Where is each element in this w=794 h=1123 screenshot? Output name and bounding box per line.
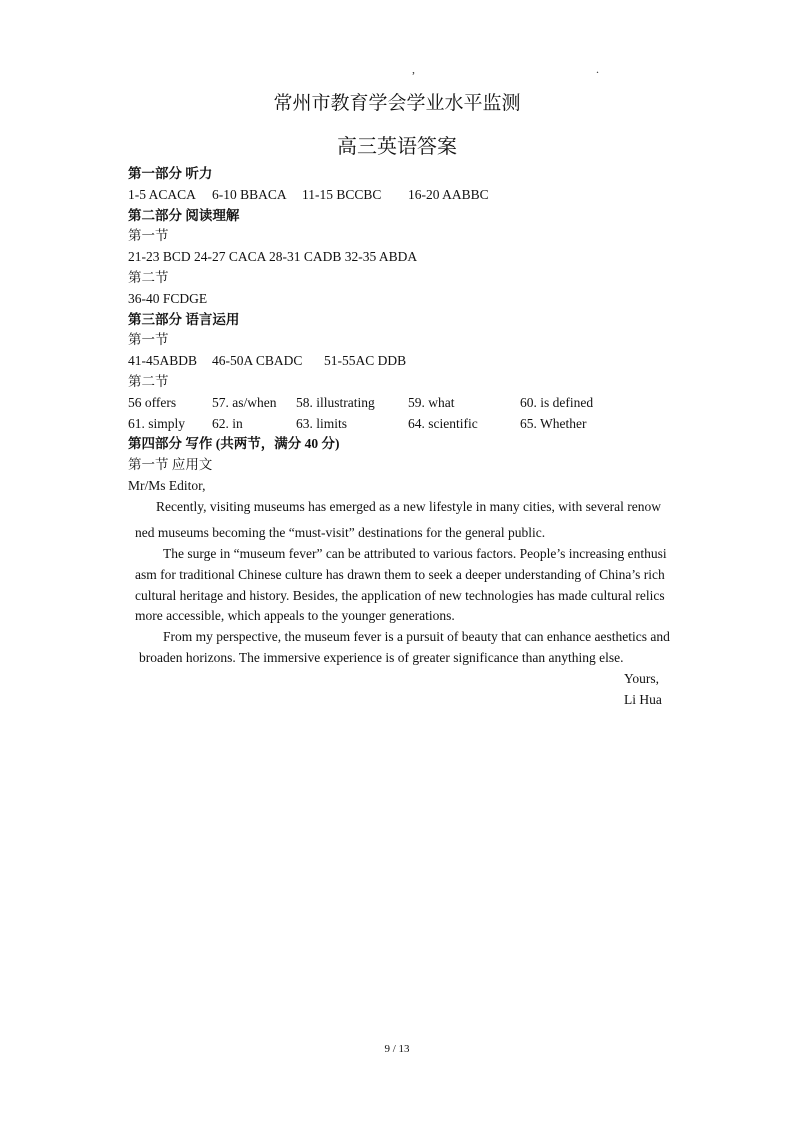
letter-p3-line2: broaden horizons. The immersive experience is of greater significance than anything else. <box>139 650 624 665</box>
top-marks <box>0 62 794 76</box>
answer-cell: 60. is defined <box>520 394 594 410</box>
part4-section1-label: 第一节 应用文 <box>128 457 213 473</box>
answer-group: 16-20 AABBC <box>408 186 489 202</box>
letter-salutation: Mr/Ms Editor, <box>128 477 206 493</box>
answer-group: 41-45ABDB <box>128 353 198 369</box>
part3-section2-label: 第二节 <box>128 373 169 389</box>
part4-heading: 第四部分 写作 (共两节，满分 40 分) <box>128 436 340 452</box>
answer-cell: 56 offers <box>128 394 177 410</box>
document-title: 高三英语答案 <box>337 136 457 158</box>
letter-p2-line3: cultural heritage and history. Besides, the application of new technologies has made cultural relics <box>135 588 665 603</box>
answer-group: 6-10 BBACA <box>212 186 287 202</box>
part3-row2 <box>128 414 698 435</box>
letter-p2-line2: asm for traditional Chinese culture has drawn them to seek a deeper understanding of China’s rich <box>135 567 665 582</box>
letter-p1-line2: ned museums becoming the “must-visit” destinations for the general public. <box>135 525 546 540</box>
part2-heading: 第二部分 阅读理解 <box>128 207 240 223</box>
part3-row1 <box>128 393 698 414</box>
answer-group: 11-15 BCCBC <box>302 186 382 202</box>
answer-group: 46-50A CBADC <box>212 353 303 369</box>
part2-section1-answers: 21-23 BCD 24-27 CACA 28-31 CADB 32-35 ABDA <box>128 249 418 265</box>
part2-section2-label: 第二节 <box>128 269 169 285</box>
answer-group: 51-55AC DDB <box>324 353 407 369</box>
answer-cell: 62. in <box>212 415 243 431</box>
part3-heading: 第三部分 语言运用 <box>128 311 240 327</box>
letter-p3-line1: From my perspective, the museum fever is a pursuit of beauty that can enhance aesthetics and <box>163 629 670 644</box>
part1-heading: 第一部分 听力 <box>128 166 213 181</box>
letter-signature: Li Hua <box>624 692 662 707</box>
part3-section1-answers <box>128 351 698 372</box>
answer-group: 1-5 ACACA <box>128 186 196 202</box>
letter-p2-line4: more accessible, which appeals to the younger generations. <box>135 608 455 623</box>
answer-cell: 58. illustrating <box>296 394 375 410</box>
top-mark-dot: . <box>596 62 599 76</box>
answer-cell: 61. simply <box>128 415 186 431</box>
part2-section1-label: 第一节 <box>128 228 169 244</box>
answer-cell: 65. Whether <box>520 415 587 431</box>
answer-cell: 63. limits <box>296 415 348 431</box>
letter-p1-line1: Recently, visiting museums has emerged as a new lifestyle in many cities, with several renow <box>156 499 661 514</box>
top-mark-comma: , <box>412 62 415 76</box>
answer-cell: 64. scientific <box>408 415 478 431</box>
answer-cell: 59. what <box>408 394 455 410</box>
page-number: 9 / 13 <box>384 1043 410 1055</box>
part1-answers <box>128 185 698 206</box>
letter-p2-line1: The surge in “museum fever” can be attributed to various factors. People’s increasing enthusi <box>163 546 667 561</box>
letter-closing: Yours, <box>624 671 660 686</box>
part2-section2-answers: 36-40 FCDGE <box>128 290 208 306</box>
answer-key <box>128 164 698 497</box>
document-subtitle: 常州市教育学会学业水平监测 <box>273 93 521 114</box>
part3-section1-label: 第一节 <box>128 332 169 348</box>
answer-cell: 57. as/when <box>212 394 277 410</box>
